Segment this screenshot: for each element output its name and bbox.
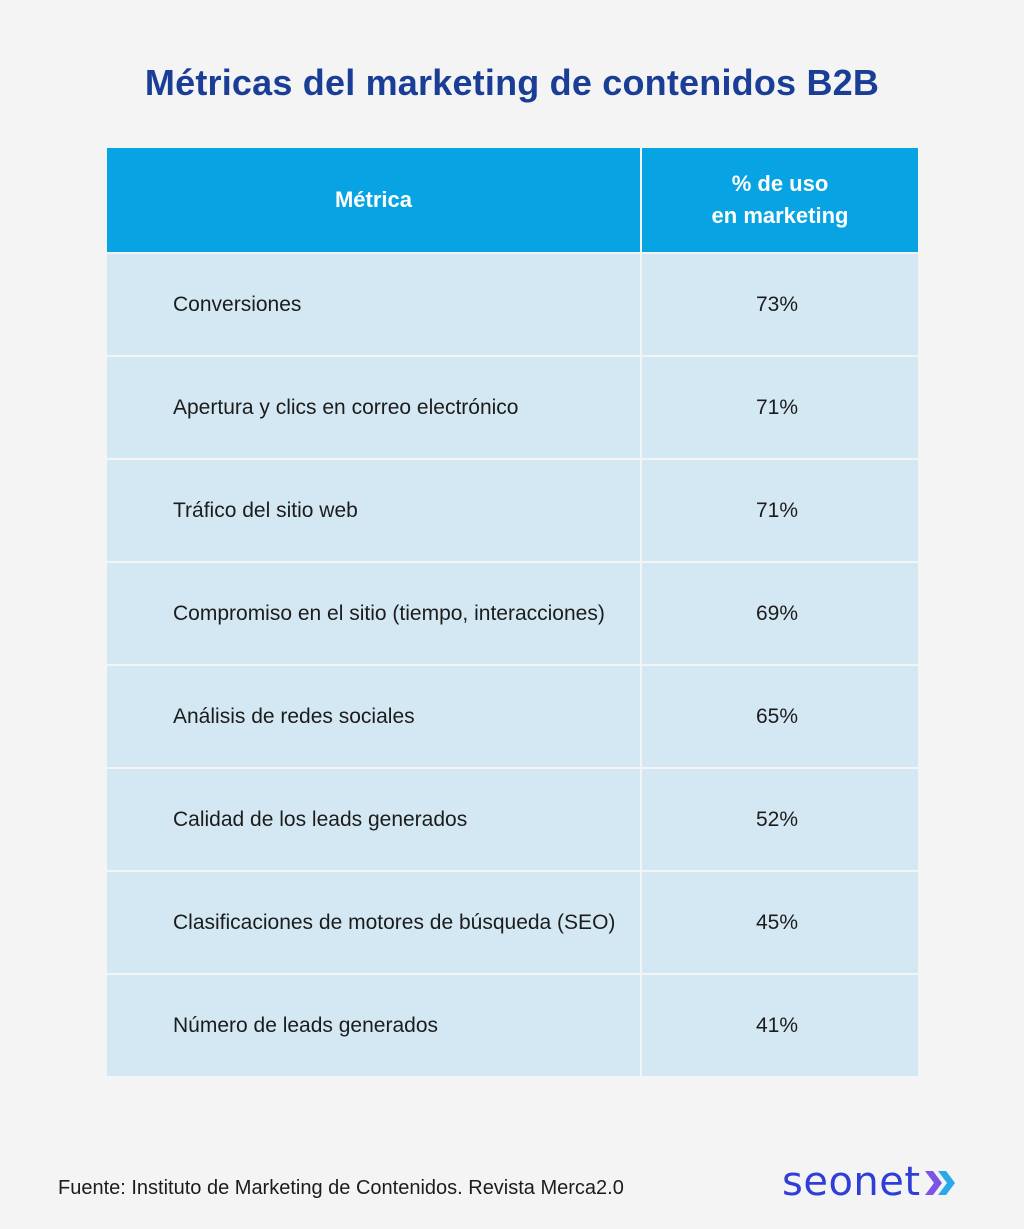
metrics-table bbox=[107, 148, 918, 1076]
table-row bbox=[107, 459, 918, 562]
row-value: 65% bbox=[641, 665, 918, 768]
row-value: 52% bbox=[641, 768, 918, 871]
row-metric: Compromiso en el sitio (tiempo, interacciones) bbox=[107, 562, 641, 665]
header-usage-line2: en marketing bbox=[711, 203, 849, 228]
row-metric: Apertura y clics en correo electrónico bbox=[107, 356, 641, 459]
page-title: Métricas del marketing de contenidos B2B bbox=[144, 62, 880, 103]
table-header-row bbox=[107, 148, 918, 253]
row-value: 71% bbox=[641, 459, 918, 562]
header-usage-line1: % de uso bbox=[731, 171, 829, 196]
table-row bbox=[107, 356, 918, 459]
row-metric: Calidad de los leads generados bbox=[107, 768, 641, 871]
table-row bbox=[107, 665, 918, 768]
row-metric: Conversiones bbox=[107, 253, 641, 356]
logo-text: seonet bbox=[782, 1159, 921, 1205]
header-metric: Métrica bbox=[107, 148, 641, 253]
row-value: 71% bbox=[641, 356, 918, 459]
seonet-logo bbox=[782, 1158, 959, 1206]
row-value: 73% bbox=[641, 253, 918, 356]
table-row bbox=[107, 974, 918, 1076]
row-value: 69% bbox=[641, 562, 918, 665]
table-row bbox=[107, 871, 918, 974]
header-usage bbox=[641, 148, 918, 253]
table-row bbox=[107, 768, 918, 871]
table-row bbox=[107, 562, 918, 665]
row-metric: Número de leads generados bbox=[107, 974, 641, 1076]
row-value: 45% bbox=[641, 871, 918, 974]
row-metric: Tráfico del sitio web bbox=[107, 459, 641, 562]
source-citation: Fuente: Instituto de Marketing de Contenidos. Revista Merca2.0 bbox=[58, 1177, 624, 1199]
row-value: 41% bbox=[641, 974, 918, 1076]
row-metric: Clasificaciones de motores de búsqueda (SEO) bbox=[107, 871, 641, 974]
double-chevron-right-icon bbox=[925, 1170, 959, 1201]
row-metric: Análisis de redes sociales bbox=[107, 665, 641, 768]
table-row bbox=[107, 253, 918, 356]
